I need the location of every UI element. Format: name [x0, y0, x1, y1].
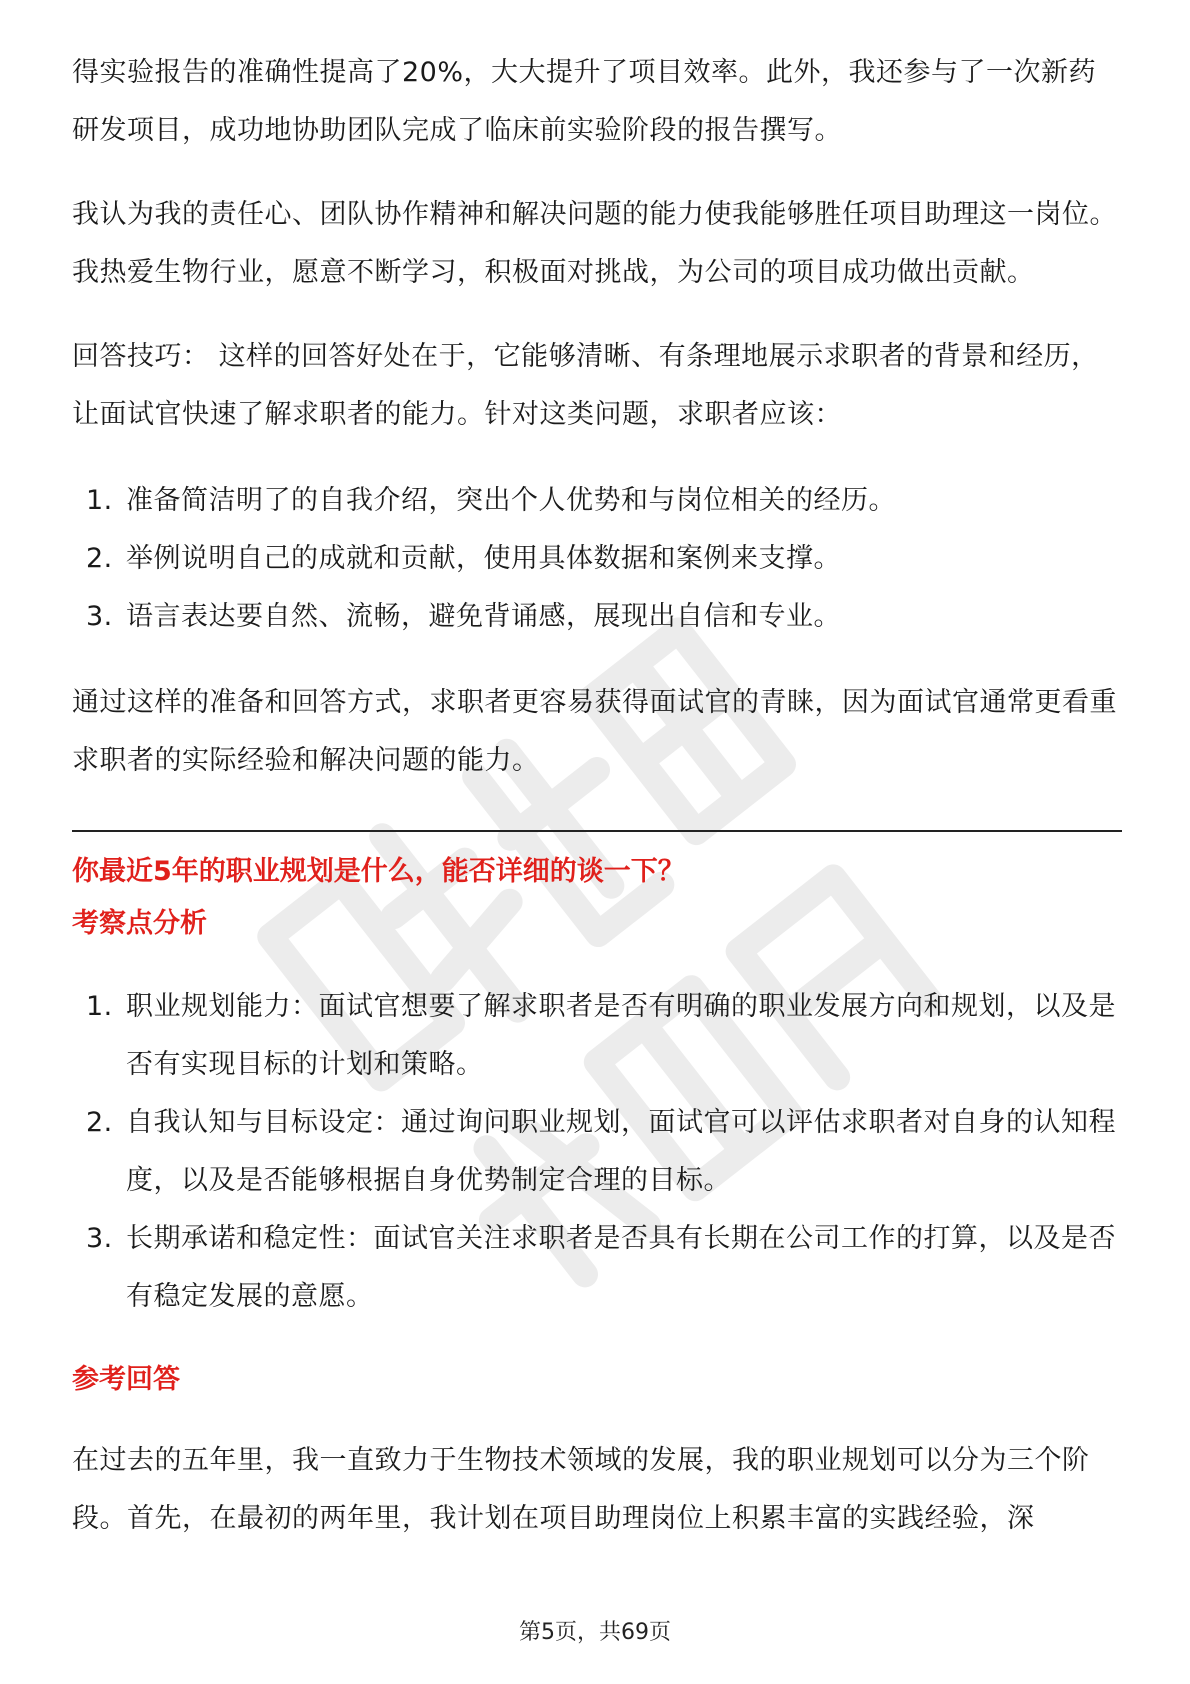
list-number: 2. — [86, 1107, 113, 1138]
list-number: 3. — [86, 601, 113, 632]
list-item-text: 自我认知与目标设定：通过询问职业规划，面试官可以评估求职者对自身的认知程度，以及是否能够根据自身优势制定合理的目标。 — [126, 1107, 1116, 1196]
tips-list — [72, 472, 1122, 646]
list-item-text: 长期承诺和稳定性：面试官关注求职者是否具有长期在公司工作的打算，以及是否有稳定发展的意愿。 — [126, 1223, 1116, 1312]
page-number-footer: 第5页，共69页 — [519, 1620, 671, 1645]
list-item-text: 准备简洁明了的自我介绍，突出个人优势和与岗位相关的经历。 — [126, 485, 896, 516]
list-item-text: 职业规划能力：面试官想要了解求职者是否有明确的职业发展方向和规划，以及是否有实现目标的计划和策略。 — [126, 991, 1116, 1080]
answer-paragraph: 在过去的五年里，我一直致力于生物技术领域的发展，我的职业规划可以分为三个阶段。首先，在最初的两年里，我计划在项目助理岗位上积累丰富的实践经验，深 — [72, 1445, 1090, 1534]
answer-heading: 参考回答 — [72, 1364, 180, 1395]
page-content — [72, 44, 1122, 1548]
intro-paragraph-2: 我认为我的责任心、团队协作精神和解决问题的能力使我能够胜任项目助理这一岗位。我热爱生物行业，愿意不断学习，积极面对挑战，为公司的项目成功做出贡献。 — [72, 199, 1117, 288]
closing-paragraph: 通过这样的准备和回答方式，求职者更容易获得面试官的青睐，因为面试官通常更看重求职者的实际经验和解决问题的能力。 — [72, 687, 1117, 776]
list-item — [72, 1094, 1122, 1210]
section-divider — [72, 830, 1122, 832]
list-number: 1. — [86, 991, 113, 1022]
analysis-heading: 考察点分析 — [72, 908, 207, 939]
list-item — [72, 588, 1122, 646]
list-item-text: 举例说明自己的成就和贡献，使用具体数据和案例来支撑。 — [126, 543, 841, 574]
list-number: 3. — [86, 1223, 113, 1254]
list-number: 2. — [86, 543, 113, 574]
list-item — [72, 978, 1122, 1094]
list-item — [72, 1210, 1122, 1326]
list-item-text: 语言表达要自然、流畅，避免背诵感，展现出自信和专业。 — [126, 601, 841, 632]
list-item — [72, 530, 1122, 588]
intro-paragraph-1: 得实验报告的准确性提高了20%，大大提升了项目效率。此外，我还参与了一次新药研发项目，成功地协助团队完成了临床前实验阶段的报告撰写。 — [72, 57, 1097, 146]
answer-tip-paragraph: 回答技巧： 这样的回答好处在于，它能够清晰、有条理地展示求职者的背景和经历，让面试官快速了解求职者的能力。针对这类问题，求职者应该： — [72, 341, 1099, 430]
list-item — [72, 472, 1122, 530]
question-title: 你最近5年的职业规划是什么，能否详细的谈一下？ — [72, 856, 685, 887]
list-number: 1. — [86, 485, 113, 516]
analysis-list — [72, 978, 1122, 1326]
